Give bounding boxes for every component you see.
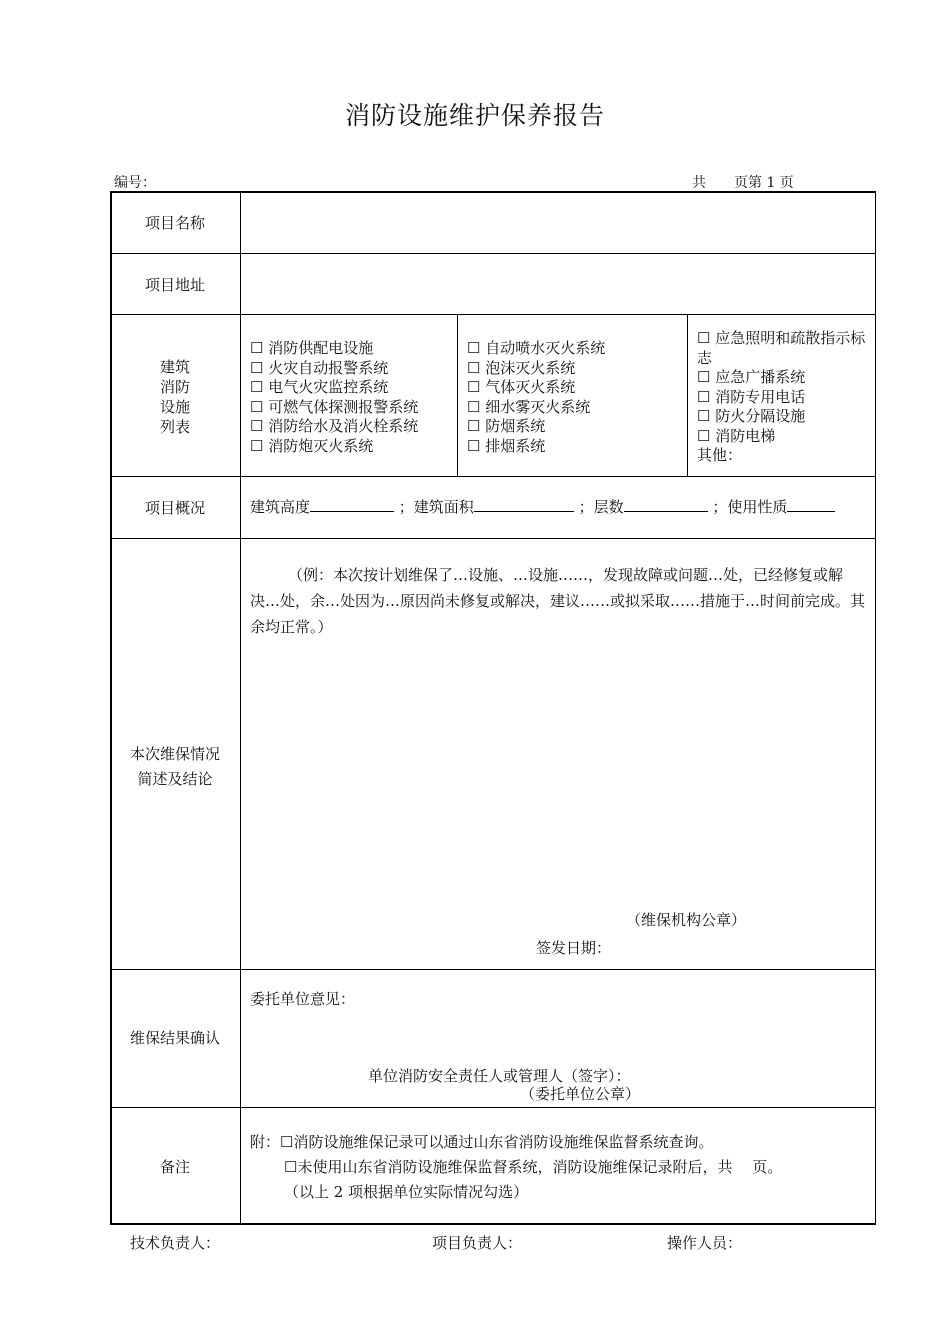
checkbox-item[interactable]: ☐ 可燃气体探测报警系统 xyxy=(250,397,419,416)
checkbox-item[interactable]: ☐ 应急广播系统 xyxy=(697,368,806,386)
checkbox-item[interactable]: ☐ 防烟系统 xyxy=(467,417,546,435)
other-label: 其他： xyxy=(697,446,743,464)
page-title: 消防设施维护保养报告 xyxy=(344,101,605,130)
maintenance-seal: （维保机构公章） xyxy=(626,911,747,929)
remark-line-1: 附：☐消防设施维保记录可以通过山东省消防设施维保监督系统查询。 xyxy=(250,1133,714,1151)
checkbox-item[interactable]: ☐ 消防电梯 xyxy=(697,426,776,445)
building-height-field[interactable] xyxy=(310,497,394,512)
row-divider xyxy=(110,314,876,315)
checkbox-item[interactable]: ☐ 防火分隔设施 xyxy=(697,407,806,425)
floors-field[interactable] xyxy=(624,497,708,512)
facility-list-col1 xyxy=(250,339,456,456)
facility-column-divider xyxy=(687,314,688,476)
checkbox-item[interactable]: ☐ 消防炮灭火系统 xyxy=(250,436,374,455)
remarks-label: 备注 xyxy=(159,1158,190,1176)
project-lead-label: 项目负责人： xyxy=(432,1234,523,1252)
facility-list-label: 建筑 消防 设施 列表 xyxy=(159,358,190,436)
facility-column-divider xyxy=(457,314,458,476)
checkbox-item[interactable]: ☐ 应急照明和疏散指示标志 xyxy=(697,329,866,367)
row-divider xyxy=(110,969,876,970)
client-seal: （委托单位公章） xyxy=(520,1085,641,1103)
floors-label: ；层数 xyxy=(578,498,624,516)
facility-list-col3 xyxy=(697,329,869,466)
overview-fields xyxy=(250,497,835,518)
overview-label: 项目概况 xyxy=(144,499,205,517)
issue-date: 签发日期： xyxy=(536,939,612,957)
row-divider xyxy=(110,476,876,477)
confirm-label: 维保结果确认 xyxy=(129,1029,220,1047)
label-column-divider xyxy=(240,191,241,1225)
row-divider xyxy=(110,253,876,254)
summary-label: 本次维保情况 简述及结论 xyxy=(129,745,220,788)
remark-line-3: （以上 2 项根据单位实际情况勾选） xyxy=(284,1183,529,1201)
facility-list-col2 xyxy=(467,339,685,456)
usage-label: ；使用性质 xyxy=(712,498,788,516)
project-address-label: 项目地址 xyxy=(144,276,205,294)
row-divider xyxy=(110,1107,876,1108)
checkbox-item[interactable]: ☐ 火灾自动报警系统 xyxy=(250,358,389,377)
row-divider xyxy=(110,538,876,539)
client-opinion-label: 委托单位意见： xyxy=(250,990,356,1008)
remark-line-2: ☐未使用山东省消防设施维保监督系统，消防设施维保记录附后，共 页。 xyxy=(284,1158,783,1176)
checkbox-item[interactable]: ☐ 消防供配电设施 xyxy=(250,339,374,357)
checkbox-item[interactable]: ☐ 消防专用电话 xyxy=(697,387,806,406)
checkbox-item[interactable]: ☐ 排烟系统 xyxy=(467,436,546,455)
signer-label: 单位消防安全责任人或管理人（签字）： xyxy=(368,1067,631,1085)
checkbox-item[interactable]: ☐ 电气火灾监控系统 xyxy=(250,378,389,396)
checkbox-item[interactable]: ☐ 自动喷水灭火系统 xyxy=(467,339,606,357)
summary-example: （例：本次按计划维保了…设施、…设施……，发现故障或问题…处，已经修复或解决…处，余…处因为…原因尚未修复或解决，建议……或拟采取……措施于…时间前完成。其余均正常。） xyxy=(250,566,866,636)
building-height-label: 建筑高度 xyxy=(250,498,311,516)
checkbox-item[interactable]: ☐ 细水雾灭火系统 xyxy=(467,397,591,416)
operator-label: 操作人员： xyxy=(667,1234,743,1252)
checkbox-item[interactable]: ☐ 消防给水及消火栓系统 xyxy=(250,417,419,435)
number-label: 编号： xyxy=(114,175,156,191)
page-count: 共 页第 1 页 xyxy=(692,175,794,191)
building-area-label: ；建筑面积 xyxy=(398,498,474,516)
project-name-label: 项目名称 xyxy=(144,214,205,232)
usage-field[interactable] xyxy=(787,497,835,512)
checkbox-item[interactable]: ☐ 气体灭火系统 xyxy=(467,378,576,396)
tech-lead-label: 技术负责人： xyxy=(130,1234,221,1252)
checkbox-item[interactable]: ☐ 泡沫灭火系统 xyxy=(467,358,576,377)
building-area-field[interactable] xyxy=(474,497,574,512)
